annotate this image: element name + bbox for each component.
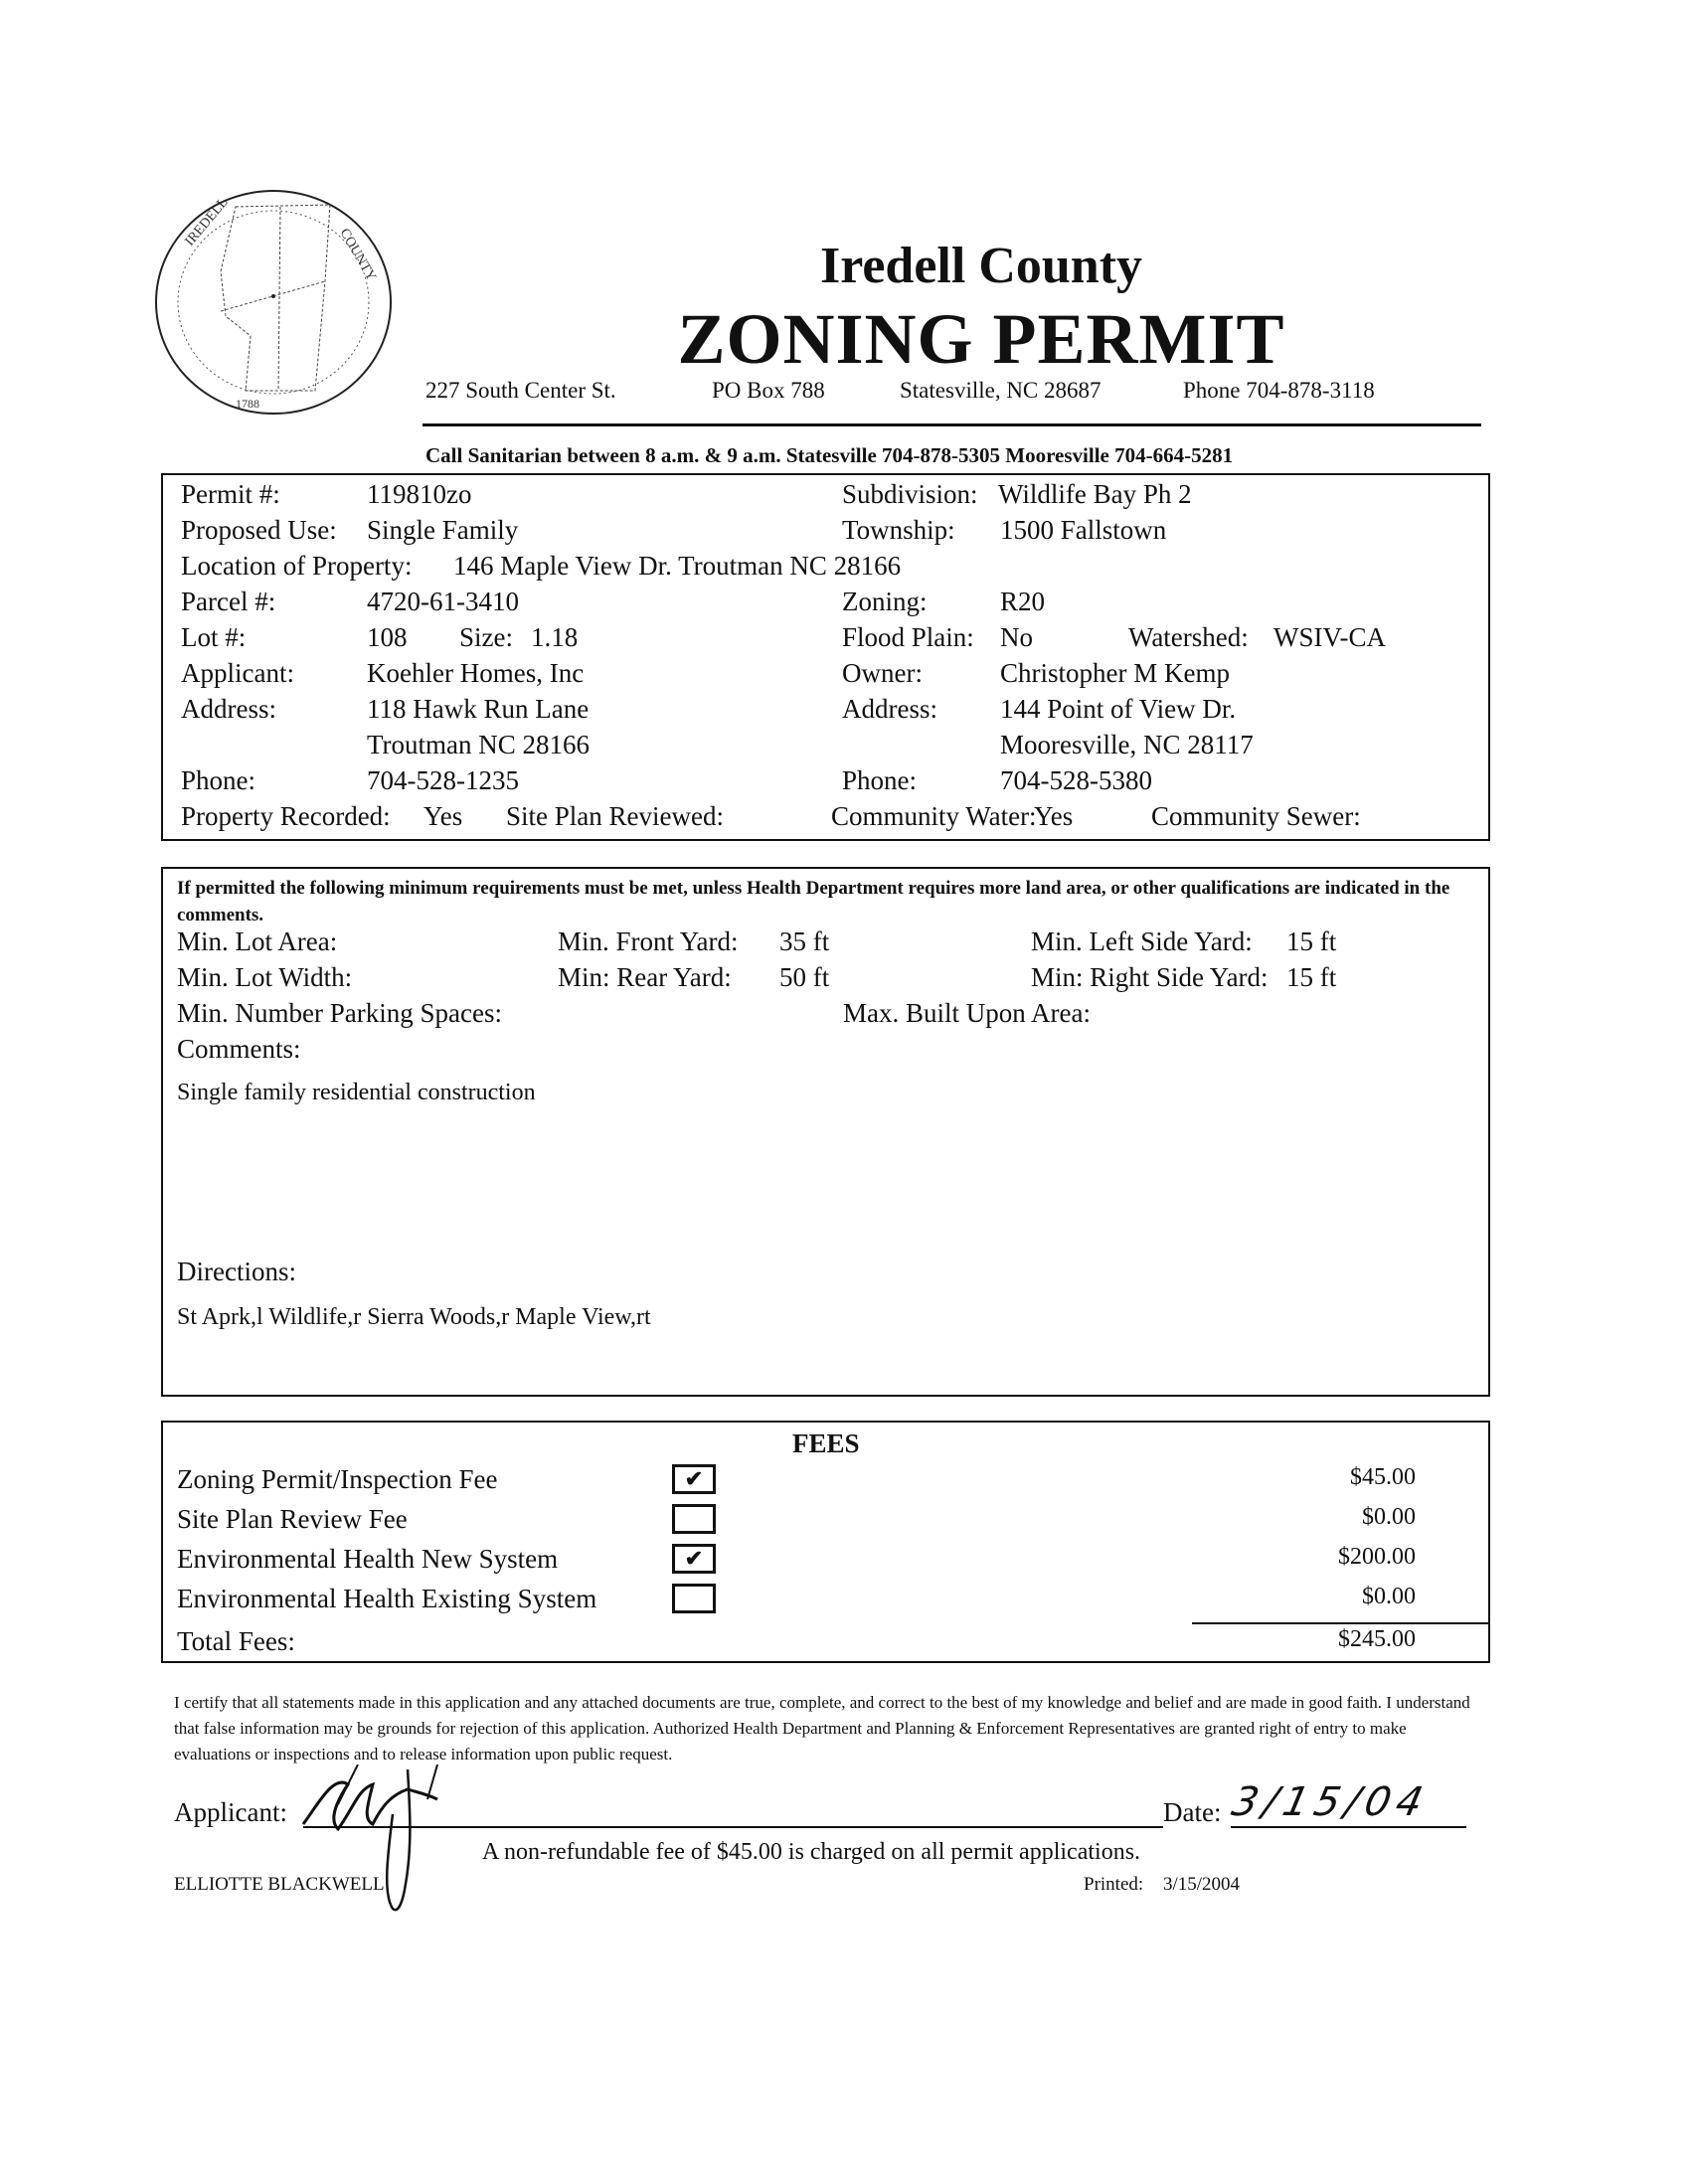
fee-checkbox-eh-existing[interactable] xyxy=(672,1584,716,1613)
fee-amount: $0.00 xyxy=(1362,1504,1416,1530)
fee-amount: $0.00 xyxy=(1362,1584,1416,1609)
zoning-value: R20 xyxy=(1000,587,1046,616)
permit-info-box xyxy=(161,473,1490,841)
fee-amount: $45.00 xyxy=(1350,1464,1416,1490)
directions-label: Directions: xyxy=(177,1257,296,1286)
owner-value: Christopher M Kemp xyxy=(1000,658,1230,688)
township-value: 1500 Fallstown xyxy=(1000,515,1167,545)
office-street: 227 South Center St. xyxy=(425,378,616,403)
applicant-label: Applicant: xyxy=(181,658,294,688)
size-value: 1.18 xyxy=(531,622,579,652)
fee-checkbox-zoning[interactable]: ✔ xyxy=(672,1464,716,1494)
proposed-use-value: Single Family xyxy=(367,515,519,545)
fee-amount: $200.00 xyxy=(1338,1544,1416,1570)
fee-note: A non-refundable fee of $45.00 is charged on all permit applications. xyxy=(482,1839,1141,1865)
min-front-yard-label: Min. Front Yard: xyxy=(558,926,739,956)
permit-number-value: 119810zo xyxy=(367,479,472,509)
location-value: 146 Maple View Dr. Troutman NC 28166 xyxy=(453,551,902,581)
proposed-use-label: Proposed Use: xyxy=(181,515,337,545)
office-phone: Phone 704-878-3118 xyxy=(1183,378,1375,403)
handwritten-signature-icon xyxy=(298,1764,497,1924)
parcel-value: 4720-61-3410 xyxy=(367,587,519,616)
community-sewer-label: Community Sewer: xyxy=(1151,801,1361,831)
handwritten-date: 3/15/04 xyxy=(1228,1779,1434,1825)
township-label: Township: xyxy=(842,515,955,545)
location-label: Location of Property: xyxy=(181,551,413,581)
flood-plain-value: No xyxy=(1000,622,1033,652)
printed-date: 3/15/2004 xyxy=(1163,1874,1241,1895)
applicant-signature-label: Applicant: xyxy=(174,1797,287,1827)
fee-label: Environmental Health Existing System xyxy=(177,1584,597,1613)
county-name: Iredell County xyxy=(819,238,1143,294)
applicant-address-line2: Troutman NC 28166 xyxy=(367,730,591,759)
comments-value: Single family residential construction xyxy=(177,1080,536,1105)
printed-name: ELLIOTTE BLACKWELL xyxy=(174,1874,385,1895)
min-front-yard-value: 35 ft xyxy=(779,926,830,956)
applicant-phone-value: 704-528-1235 xyxy=(367,765,519,795)
comments-label: Comments: xyxy=(177,1034,301,1064)
min-left-side-yard-label: Min. Left Side Yard: xyxy=(1031,926,1253,956)
size-label: Size: xyxy=(459,622,513,652)
zoning-label: Zoning: xyxy=(842,587,928,616)
lot-label: Lot #: xyxy=(181,622,247,652)
requirements-box xyxy=(161,867,1490,1397)
total-fees-value: $245.00 xyxy=(1338,1626,1416,1652)
watershed-label: Watershed: xyxy=(1128,622,1249,652)
min-lot-width-label: Min. Lot Width: xyxy=(177,962,353,992)
fee-checkbox-site-plan[interactable] xyxy=(672,1504,716,1534)
owner-phone-value: 704-528-5380 xyxy=(1000,765,1152,795)
date-label: Date: xyxy=(1163,1797,1222,1827)
lot-value: 108 xyxy=(367,622,408,652)
total-fees-label: Total Fees: xyxy=(177,1626,295,1656)
sanitarian-note: Call Sanitarian between 8 a.m. & 9 a.m. Statesville 704-878-5305 Mooresville 704-664-5281 xyxy=(425,443,1234,467)
min-right-side-yard-value: 15 ft xyxy=(1286,962,1337,992)
total-divider xyxy=(1192,1622,1490,1624)
header-divider xyxy=(423,423,1481,426)
permit-number-label: Permit #: xyxy=(181,479,280,509)
svg-text:1788: 1788 xyxy=(236,397,259,411)
fee-label: Site Plan Review Fee xyxy=(177,1504,408,1534)
flood-plain-label: Flood Plain: xyxy=(842,622,974,652)
printed-label: Printed: xyxy=(1084,1874,1144,1895)
owner-phone-label: Phone: xyxy=(842,765,918,795)
min-left-side-yard-value: 15 ft xyxy=(1286,926,1337,956)
fees-box xyxy=(161,1421,1490,1663)
watershed-value: WSIV-CA xyxy=(1273,622,1387,652)
community-water-value: Yes xyxy=(1034,801,1074,831)
owner-address-line2: Mooresville, NC 28117 xyxy=(1000,730,1254,759)
min-rear-yard-value: 50 ft xyxy=(779,962,830,992)
applicant-address-line1: 118 Hawk Run Lane xyxy=(367,694,590,724)
fee-label: Zoning Permit/Inspection Fee xyxy=(177,1464,498,1494)
fees-title: FEES xyxy=(792,1428,860,1458)
community-water-label: Community Water: xyxy=(831,801,1037,831)
min-lot-area-label: Min. Lot Area: xyxy=(177,926,338,956)
subdivision-label: Subdivision: xyxy=(842,479,978,509)
office-po-box: PO Box 788 xyxy=(712,378,825,403)
subdivision-value: Wildlife Bay Ph 2 xyxy=(998,479,1192,509)
requirements-intro: If permitted the following minimum requirements must be met, unless Health Department requires more land area, or other qualifications are indicated in the comments. xyxy=(177,878,1450,925)
certification-text: I certify that all statements made in this application and any attached documents are true, complete, and correct to the best of my knowledge and belief and are made in good faith. I understand that false information may be grounds for rejection of this application. Authorized Health Department and Planning & Enforcement Representatives are granted right of entry to make evaluations or inspections and to release information upon public request. xyxy=(174,1693,1470,1764)
property-recorded-value: Yes xyxy=(424,801,463,831)
owner-address-label: Address: xyxy=(842,694,937,724)
owner-address-line1: 144 Point of View Dr. xyxy=(1000,694,1237,724)
applicant-phone-label: Phone: xyxy=(181,765,256,795)
site-plan-reviewed-label: Site Plan Reviewed: xyxy=(506,801,724,831)
svg-text:COUNTY: COUNTY xyxy=(336,226,379,284)
date-line[interactable] xyxy=(1231,1826,1466,1828)
office-city: Statesville, NC 28687 xyxy=(900,378,1101,403)
min-parking-label: Min. Number Parking Spaces: xyxy=(177,998,502,1028)
fee-label: Environmental Health New System xyxy=(177,1544,559,1574)
fee-checkbox-eh-new[interactable]: ✔ xyxy=(672,1544,716,1574)
applicant-address-label: Address: xyxy=(181,694,276,724)
svg-text:IREDELL: IREDELL xyxy=(182,195,232,250)
parcel-label: Parcel #: xyxy=(181,587,276,616)
property-recorded-label: Property Recorded: xyxy=(181,801,391,831)
page-title: ZONING PERMIT xyxy=(677,299,1285,379)
min-right-side-yard-label: Min: Right Side Yard: xyxy=(1031,962,1269,992)
min-rear-yard-label: Min: Rear Yard: xyxy=(558,962,732,992)
owner-label: Owner: xyxy=(842,658,923,688)
applicant-value: Koehler Homes, Inc xyxy=(367,658,585,688)
directions-value: St Aprk,l Wildlife,r Sierra Woods,r Maple View,rt xyxy=(177,1304,651,1330)
max-built-upon-label: Max. Built Upon Area: xyxy=(843,998,1091,1028)
